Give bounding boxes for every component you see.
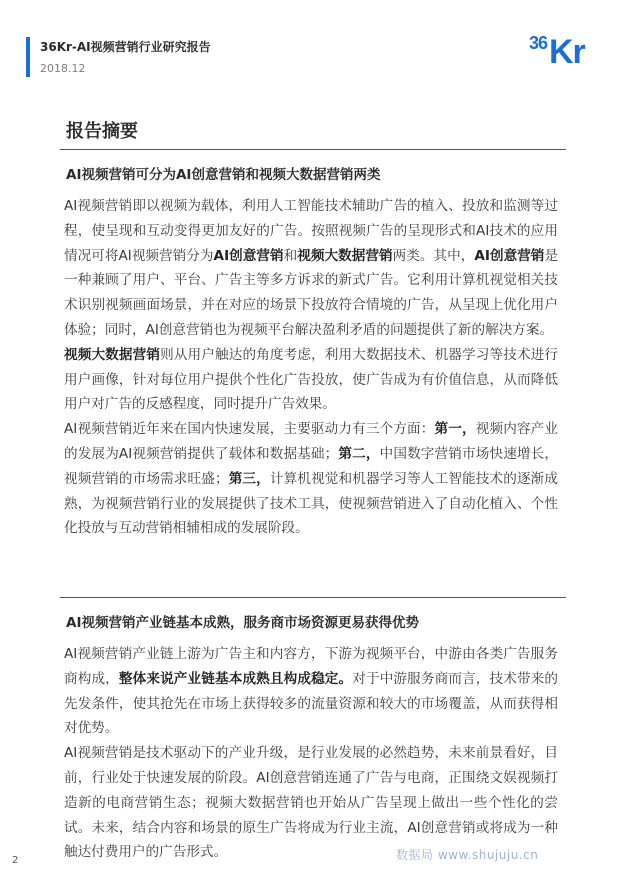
section-divider xyxy=(60,597,566,598)
report-title: 36Kr-AI视频营销行业研究报告 xyxy=(40,40,211,54)
section-body xyxy=(64,642,558,865)
paragraph: AI视频营销是技术驱动下的产业升级，是行业发展的必然趋势，未来前景看好，目前，行业处于快速发展的阶段。AI创意营销连通了广告与电商，正围绕文娱视频打造新的电商营销生态；视频大数据营销也开始从广告呈现上做出一些个性化的尝试。未来，结合内容和场景的原生广告将成为行业主流，AI创意营销或将成为一种触达付费用户的广告形式。 xyxy=(64,745,558,861)
section-divider xyxy=(60,149,566,150)
section-title: AI视频营销可分为AI创意营销和视频大数据营销两类 xyxy=(66,167,381,183)
section-title: AI视频营销产业链基本成熟，服务商市场资源更易获得优势 xyxy=(66,615,419,631)
logo-letters: Kr xyxy=(549,33,585,71)
paragraph: 视频大数据营销则从用户触达的角度考虑，利用大数据技术、机器学习等技术进行用户画像，针对每位用户提供个性化广告投放，使广告成为有价值信息，从而降低用户对广告的反感程度，同时提升广告效果。 xyxy=(64,346,559,413)
watermark: 数据局 www.shujuju.cn xyxy=(396,848,539,862)
page-number: 2 xyxy=(12,855,19,866)
header-accent-bar xyxy=(26,37,30,77)
logo-digits: 36 xyxy=(529,33,548,53)
summary-heading: 报告摘要 xyxy=(66,121,138,142)
paragraph: AI视频营销即以视频为载体，利用人工智能技术辅助广告的植入、投放和监测等过程，使呈现和互动变得更加友好的广告。按照视频广告的呈现形式和AI技术的应用情况可将AI视频营销分为AI创意营销和视频大数据营销两类。其中，AI创意营销是一种兼顾了用户、平台、广告主等多方诉求的新式广告。它利用计算机视觉相关技术识别视频画面场景，并在对应的场景下投放符合情境的广告，从呈现上优化用户体验；同时，AI创意营销也为视频平台解决盈利矛盾的问题提供了新的解决方案。 xyxy=(64,198,559,338)
section-body xyxy=(64,194,558,541)
36kr-logo xyxy=(529,33,599,73)
paragraph: AI视频营销近年来在国内快速发展，主要驱动力有三个方面：第一，视频内容产业的发展为AI视频营销提供了载体和数据基础；第二，中国数字营销市场快速增长，视频营销的市场需求旺盛；第三，计算机视觉和机器学习等人工智能技术的逐渐成熟，为视频营销行业的发展提供了技术工具，使视频营销进入了自动化植入、个性化投放与互动营销相辅相成的发展阶段。 xyxy=(64,421,559,537)
paragraph: AI视频营销产业链上游为广告主和内容方，下游为视频平台，中游由各类广告服务商构成，整体来说产业链基本成熟且构成稳定。对于中游服务商而言，技术带来的先发条件，使其抢先在市场上获得较多的流量资源和较大的市场覆盖，从而获得相对优势。 xyxy=(64,646,559,737)
report-date: 2018.12 xyxy=(40,62,86,75)
